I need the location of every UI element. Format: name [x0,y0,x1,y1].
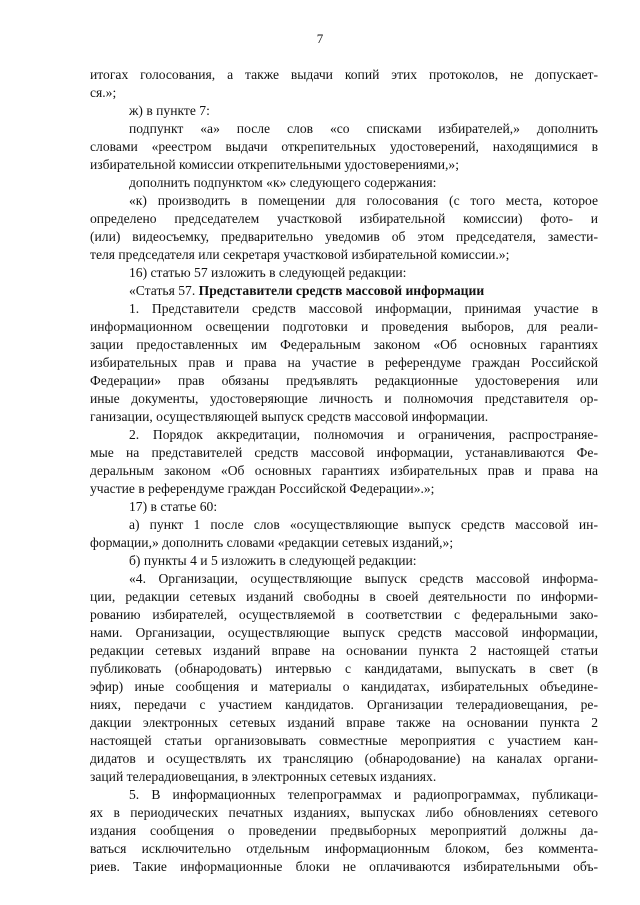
text-line: избирательных прав и права на участие в референдуме граждан Российской [90,355,598,370]
text-line: мые на представителей средств массовой информации, устанавливаются Фе- [90,445,598,460]
text-line: подпункт «а» после слов «со списками избирателей,» дополнить [129,121,598,136]
text-line: настоящей статьи организовывать совместные мероприятия с участием кан- [90,733,598,748]
text-line: нами. Организации, осуществляющие выпуск средств массовой информации, [90,625,598,640]
text-line: избирательной комиссии открепительными удостоверениями,»; [90,157,459,172]
text-line: 2. Порядок аккредитации, полномочия и ограничения, распространяе- [129,427,598,442]
text-line: информационном освещении подготовки и проведения выборов, для реали- [90,319,598,334]
text-line: эфир) иные сообщения и материалы о кандидатах, избирательных объедине- [90,679,598,694]
text-line: ции, редакции сетевых изданий свободны в своей деятельности по информи- [90,589,598,604]
text-line: словами «реестром выдачи открепительных удостоверений, находящимися в [90,139,598,154]
text-line: 17) в статье 60: [129,499,218,514]
text-line: ся.»; [90,85,117,100]
text-line: рованию избирателей, осуществляемой в соответствии с федеральными зако- [90,607,598,622]
text-line: определено председателем участковой избирательной комиссии) фото- и [90,211,598,226]
text-line: Федерации» прав обязаны предъявлять редакционные удостоверения или [90,373,598,388]
text-line: а) пункт 1 после слов «осуществляющие выпуск средств массовой ин- [129,517,598,532]
article-title: Представители средств массовой информации [198,283,485,298]
text-line: «к) производить в помещении для голосования (с того места, которое [129,193,598,208]
text-line: деральным законом «Об основных гарантиях избирательных прав и права на [90,463,598,478]
text-line: заций телерадиовещания, в электронных сетевых изданиях. [90,769,437,784]
text-line: 1. Представители средств массовой информации, принимая участие в [129,301,598,316]
text-line: б) пункты 4 и 5 изложить в следующей редакции: [129,553,417,568]
text-line: ганизации, осуществляющей выпуск средств массовой информации. [90,409,489,424]
text-line: ваться исключительно отдельным информационным блоком, без коммента- [90,841,598,856]
text-line: формации,» дополнить словами «редакции сетевых изданий,»; [90,535,454,550]
text-line: «4. Организации, осуществляющие выпуск средств массовой информа- [129,571,598,586]
text-line: теля председателя или секретаря участковой избирательной комиссии.»; [90,247,510,262]
text-line: 5. В информационных телепрограммах и радиопрограммах, публикаци- [129,787,598,802]
text-line: иные документы, удостоверяющие личность и полномочия представителя ор- [90,391,598,406]
text-line: дакции электронных сетевых изданий вправе также на основании пункта 2 [90,715,598,730]
text-line: участие в референдуме граждан Российской Федерации».»; [90,481,435,496]
text-line: дидатов и осуществлять их трансляцию (обнародование) на каналах органи- [90,751,598,766]
article-heading [129,282,598,300]
text-line: дополнить подпунктом «к» следующего содержания: [129,175,437,190]
text-line: ниях, передачи с участием кандидатов. Организации телерадиовещания, ре- [90,697,598,712]
text-line: публиковать (обнародовать) интервью с кандидатами, выпускать в свет (в [90,661,598,676]
text-line: издания сообщения о проведении предвыборных мероприятий должны да- [90,823,598,838]
text-line: 16) статью 57 изложить в следующей редакции: [129,265,407,280]
text-line: зации предоставленных им Федеральным законом «Об основных гарантиях [90,337,598,352]
text-line: итогах голосования, а также выдачи копий этих протоколов, не допускает- [90,67,598,82]
text-line: ж) в пункте 7: [129,103,210,118]
text-line: редакции сетевых изданий вправе на основании пункта 2 настоящей статьи [90,643,598,658]
text-line: риев. Такие информационные блоки не оплачиваются избирательными объ- [90,859,598,874]
text-line: (или) видеосъемку, предварительно уведомив об этом председателя, замести- [90,229,598,244]
article-number: «Статья 57. [129,283,199,298]
text-line: ях в периодических печатных изданиях, выпусках либо обновлениях сетевого [90,805,598,820]
page-number: 7 [316,31,324,46]
